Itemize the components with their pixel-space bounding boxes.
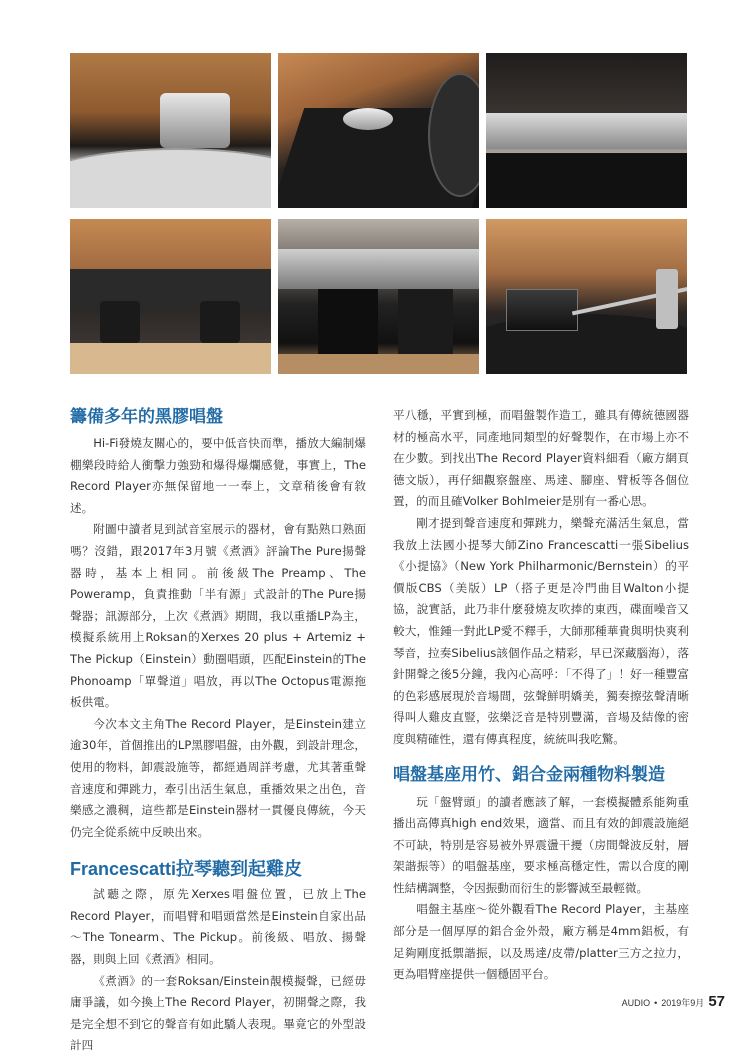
body-paragraph: 今次本文主角The Record Player，是Einstein建立逾30年，首個推出的LP黑膠唱盤，由外觀，到設計理念，使用的物料，卸震設施等，都經過周詳考慮，尤其著重聲音速度和彈跳力，牽引出活生氣息，重播效果之出色，音樂感之濃稠，這些都是Einstein器材一貫優良傳統，今天仍完全從系統中反映出來。 <box>70 716 366 839</box>
article-right-column <box>393 405 689 986</box>
body-paragraph: 唱盤主基座～從外觀看The Record Player，主基座部分是一個厚厚的鋁合金外殼，廠方稱是4mm鋁板，有足夠剛度抵禦諧振，以及馬達/皮帶/platter三方之拉力，更為唱臂座提供一個穩固平台。 <box>393 902 689 982</box>
platter-edge-photo <box>486 53 687 208</box>
section-heading-plinth-materials: 唱盤基座用竹、鋁合金兩種物料製造 <box>393 764 665 785</box>
issue-date: 2019年9月 <box>661 998 705 1008</box>
body-paragraph: 剛才提到聲音速度和彈跳力，樂聲充滿活生氣息，當我放上法國小提琴大師Zino Francescatti一張Sibelius《小提協》（New York Philharmonic/Bernstein）的平價版CBS（美版）LP（搭子更是冷門曲目Walton小提協，說實話，此乃非什麼發燒友吹捧的東西，碟面噪音又較大，惟鍾一對此LP愛不釋手，大師那種華貴與明快爽利琴音，拉奏Sibelius該個作品之精彩，早已深藏腦海），落針開聲之後5分鐘，我內心高呼：「不得了」！好一種豐富的色彩感展現於音場間，弦聲鮮明嬌美，獨奏擦弦聲清晰得叫人雞皮直豎，弦樂泛音是特別豐滿，音場及結像的密度與精確性，還有傳真程度，統統叫我吃驚。 <box>393 515 689 746</box>
body-paragraph: 玩「盤臂頭」的讀者應該了解，一套模擬體系能夠重播出高傳真high end效果，適當、而且有效的卸震設施絕不可缺，特別是容易被外界震盪干擾（房間聲波反射，層架諧振等）的唱盤基座，要求極高穩定性，需以合度的剛性結構調整，令因振動而衍生的影響減至最輕微。 <box>393 794 689 895</box>
turntable-feet-photo <box>70 219 271 374</box>
section-heading-francescatti: Francescatti拉琴聽到起雞皮 <box>70 859 303 880</box>
page-footer <box>622 993 725 1010</box>
page-number: 57 <box>708 993 725 1010</box>
footer-separator: • <box>654 998 658 1008</box>
magazine-name: AUDIO <box>621 998 651 1008</box>
cartridge-tonearm-photo <box>486 219 687 374</box>
body-paragraph: Hi-Fi發燒友關心的，要中低音快而準，播放大編制爆棚樂段時給人衝擊力強勁和爆得爆爛感覺，事實上，The Record Player亦無保留地一一奉上，文章稍後會有敘述。 <box>70 436 366 515</box>
body-paragraph: 附圖中讀者見到試音室展示的器材，會有點熟口熟面嗎？沒錯，跟2017年3月號《煮酒》評論The Pure揚聲器時，基本上相同。前後級The Preamp、The Poweramp，負責推動「半有源」式設計的The Pure揚聲器；訊源部分，上次《煮酒》期間，我以重播LP為主，模擬系統用上Roksan的Xerxes 20 plus + Artemiz + The Pickup（Einstein）動圈唱頭，匹配Einstein的The Phonoamp「單聲道」唱放，再以The Octopus電源拖板供電。 <box>70 522 366 710</box>
body-paragraph: 平八穩，平實到極，而唱盤製作造工，雖具有傳統德國器材的極高水平，同產地同類型的好聲製作，在市場上亦不在少數。到找出The Record Player資料細看（廠方網頁德文版），再仔細觀察盤座、馬達、腳座、臂板等各個位置，的而且確Volker Bohlmeier是別有一番心思。 <box>393 408 689 509</box>
article-left-column <box>70 405 366 1057</box>
section-heading-vinyl-turntable: 籌備多年的黑膠唱盤 <box>70 407 223 427</box>
body-paragraph: 試聽之際，原先Xerxes唱盤位置，已放上The Record Player，而唱臂和唱頭當然是Einstein自家出品～The Tonearm、The Pickup。前後級、唱放、揚聲器，則與上回《煮酒》相同。 <box>70 887 366 967</box>
turntable-clamp-photo <box>70 53 271 208</box>
photo-grid <box>70 53 687 375</box>
body-paragraph: 《煮酒》的一套Roksan/Einstein靚模擬聲，已經毋庸爭議，如今換上The Record Player，初開聲之際，我是完全想不到它的聲音有如此驕人表現。畢竟它的外型設計四 <box>70 973 366 1053</box>
platter-base-photo <box>278 219 479 374</box>
turntable-spindle-photo <box>278 53 479 208</box>
